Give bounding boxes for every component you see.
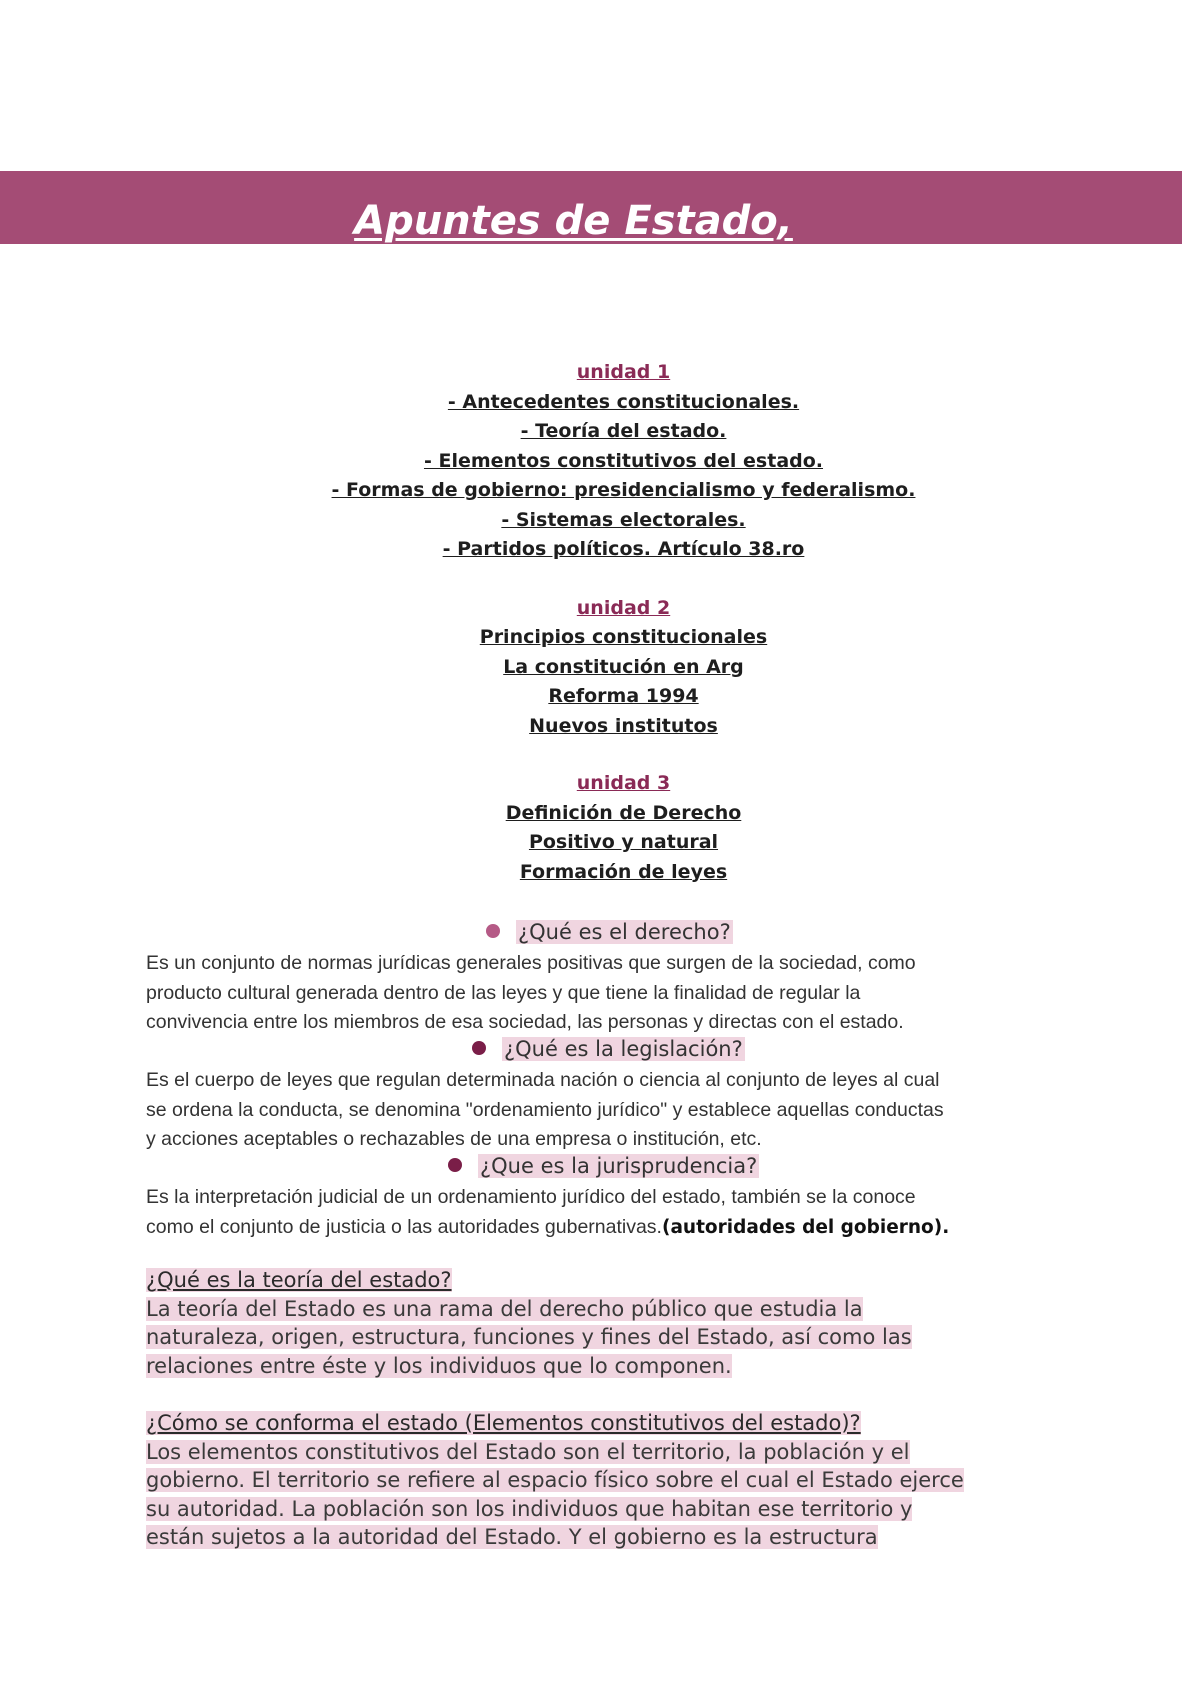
unit-2-item: La constitución en Arg — [503, 655, 744, 678]
section-elementos-estado: ¿Cómo se conforma el estado (Elementos constitutivos del estado)? Los elementos constitutivos del Estado son el territorio, la población y el gobierno. El territorio se refiere al espacio físico sobre el cual el Estado ejerce su autoridad. La población son los individuos que habitan ese territorio y están sujetos a la autoridad del Estado. Y el gobierno es la estructura — [146, 1411, 964, 1549]
section-teoria-estado: ¿Qué es la teoría del estado? La teoría del Estado es una rama del derecho público que estudia la naturaleza, origen, estructura, funciones y fines del Estado, así como las relaciones entre éste y los individuos que lo componen. — [146, 1268, 912, 1378]
unit-1-item: - Antecedentes constitucionales. — [447, 390, 800, 413]
answer-jurisprudencia: Es la interpretación judicial de un ordenamiento jurídico del estado, también se la conoce como el conjunto de justicia o las autoridades gubernativas.(autoridades del gobierno). — [146, 1186, 950, 1238]
table-of-contents — [146, 358, 1101, 887]
bullet-icon — [486, 924, 500, 938]
unit-2-item: Reforma 1994 — [548, 685, 699, 707]
title-banner — [0, 171, 1182, 244]
unit-1-item: - Elementos constitutivos del estado. — [423, 449, 824, 472]
unit-3-item: Definición de Derecho — [505, 801, 742, 824]
unit-2-label: unidad 2 — [576, 596, 671, 619]
unit-2-item: Principios constitucionales — [479, 626, 768, 648]
unit-3-label: unidad 3 — [576, 772, 671, 794]
unit-1-label: unidad 1 — [576, 361, 671, 383]
bullet-icon — [448, 1158, 462, 1172]
question-heading-derecho: ¿Qué es el derecho? — [486, 918, 733, 946]
unit-1-item: - Formas de gobierno: presidencialismo y federalismo. — [331, 479, 916, 501]
document-title: Apuntes de Estado, — [354, 198, 793, 244]
section-heading: ¿Cómo se conforma el estado (Elementos constitutivos del estado)? — [146, 1411, 861, 1435]
answer-legislacion: Es el cuerpo de leyes que regulan determinada nación o ciencia al conjunto de leyes al cual se ordena la conducta, se denomina "ordenamiento jurídico" y establece aquellas conductas y acciones aceptables o rechazables de una empresa o institución, etc. — [146, 1069, 944, 1150]
unit-3-item: Formación de leyes — [519, 860, 728, 883]
unit-1-item: - Partidos políticos. Artículo 38.ro — [442, 538, 805, 560]
bold-note: (autoridades del gobierno). — [661, 1216, 950, 1238]
unit-2-item: Nuevos institutos — [529, 714, 718, 737]
unit-3-item: Positivo y natural — [528, 831, 719, 853]
unit-1-item: - Teoría del estado. — [520, 420, 727, 442]
unit-1-item: - Sistemas electorales. — [501, 508, 746, 531]
section-heading: ¿Qué es la teoría del estado? — [146, 1268, 452, 1292]
answer-derecho: Es un conjunto de normas jurídicas generales positivas que surgen de la sociedad, como producto cultural generada dentro de las leyes y que tiene la finalidad de regular la convivencia entre los miembros de esa sociedad, las personas y directas con el estado. — [146, 952, 916, 1033]
bullet-icon — [472, 1041, 486, 1055]
question-heading-legislacion: ¿Qué es la legislación? — [472, 1035, 745, 1063]
question-heading-jurisprudencia: ¿Que es la jurisprudencia? — [448, 1152, 759, 1180]
